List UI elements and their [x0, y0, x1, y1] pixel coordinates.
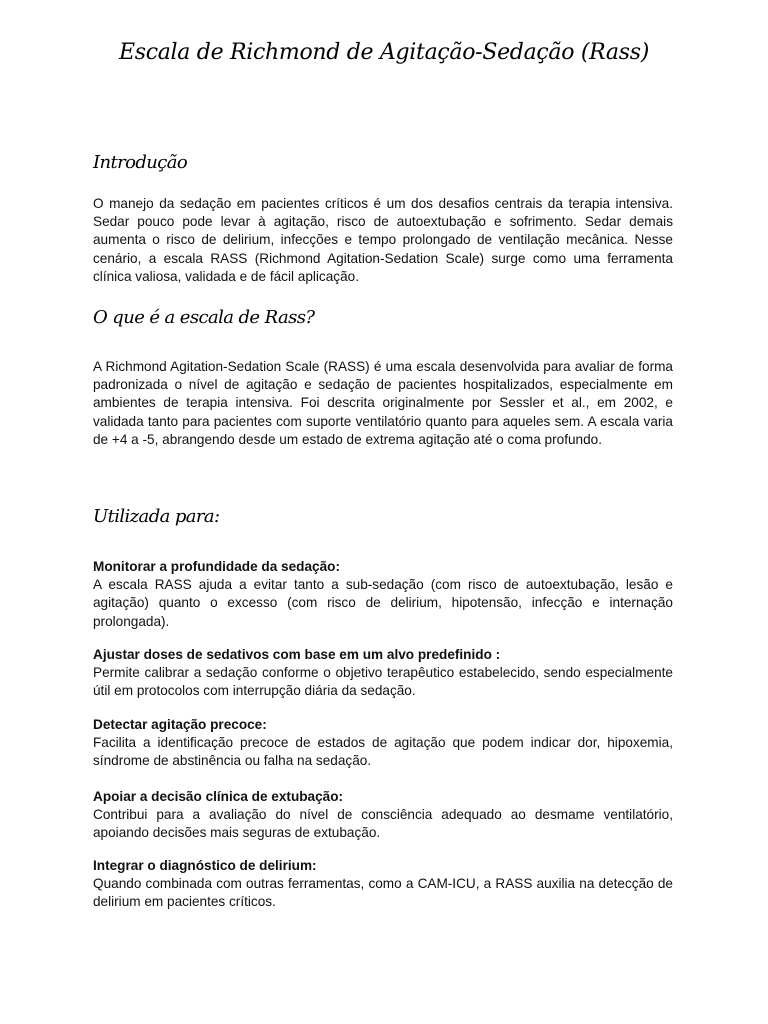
paragraph-introducao: O manejo da sedação em pacientes críticos é um dos desafios centrais da terapia intensiva. Sedar pouco pode levar à agitação, risco de autoextubação e sofrimento. Sedar demais aumenta o risco de delirium, infecções e tempo prolongado de ventilação mecânica. Nesse cenário, a escala RASS (Richmond Agitation-Sedation Scale) surge como uma ferramenta clínica valiosa, validada e de fácil aplicação.	[93, 196, 673, 284]
list-item	[93, 716, 673, 771]
list-item-text: Contribui para a avaliação do nível de consciência adequado ao desmame ventilatório, apoiando decisões mais seguras de extubação.	[93, 807, 673, 841]
list-item-title: Detectar agitação precoce:	[93, 717, 267, 732]
list-item	[93, 788, 673, 843]
list-item	[93, 857, 673, 912]
list-item-title: Ajustar doses de sedativos com base em um alvo predefinido :	[93, 647, 501, 662]
heading-utilizada-para: Utilizada para:	[93, 506, 220, 527]
document-title: Escala de Richmond de Agitação-Sedação (Rass)	[118, 40, 650, 65]
list-item-title: Integrar o diagnóstico de delirium:	[93, 858, 317, 873]
paragraph-o-que-e: A Richmond Agitation-Sedation Scale (RASS) é uma escala desenvolvida para avaliar de forma padronizada o nível de agitação e sedação de pacientes hospitalizados, especialmente em ambientes de terapia intensiva. Foi descrita originalmente por Sessler et al., em 2002, e validada tanto para pacientes com suporte ventilatório quanto para aqueles sem. A escala varia de +4 a -5, abrangendo desde um estado de extrema agitação até o coma profundo.	[93, 359, 673, 447]
heading-introducao: Introdução	[93, 152, 188, 173]
list-item	[93, 558, 673, 631]
list-item-text: A escala RASS ajuda a evitar tanto a sub-sedação (com risco de autoextubação, lesão e agitação) quanto o excesso (com risco de delirium, hipotensão, infecção e internação prolongada).	[93, 577, 673, 629]
list-item-title: Apoiar a decisão clínica de extubação:	[93, 789, 344, 804]
list-item-text: Permite calibrar a sedação conforme o objetivo terapêutico estabelecido, sendo especialmente útil em protocolos com interrupção diária da sedação.	[93, 665, 673, 699]
list-item-title: Monitorar a profundidade da sedação:	[93, 559, 340, 574]
list-item	[93, 646, 673, 701]
heading-o-que-e: O que é a escala de Rass?	[93, 307, 315, 328]
list-item-text: Facilita a identificação precoce de estados de agitação que podem indicar dor, hipoxemia, síndrome de abstinência ou falha na sedação.	[93, 735, 673, 769]
list-item-text: Quando combinada com outras ferramentas, como a CAM-ICU, a RASS auxilia na detecção de delirium em pacientes críticos.	[93, 876, 673, 910]
